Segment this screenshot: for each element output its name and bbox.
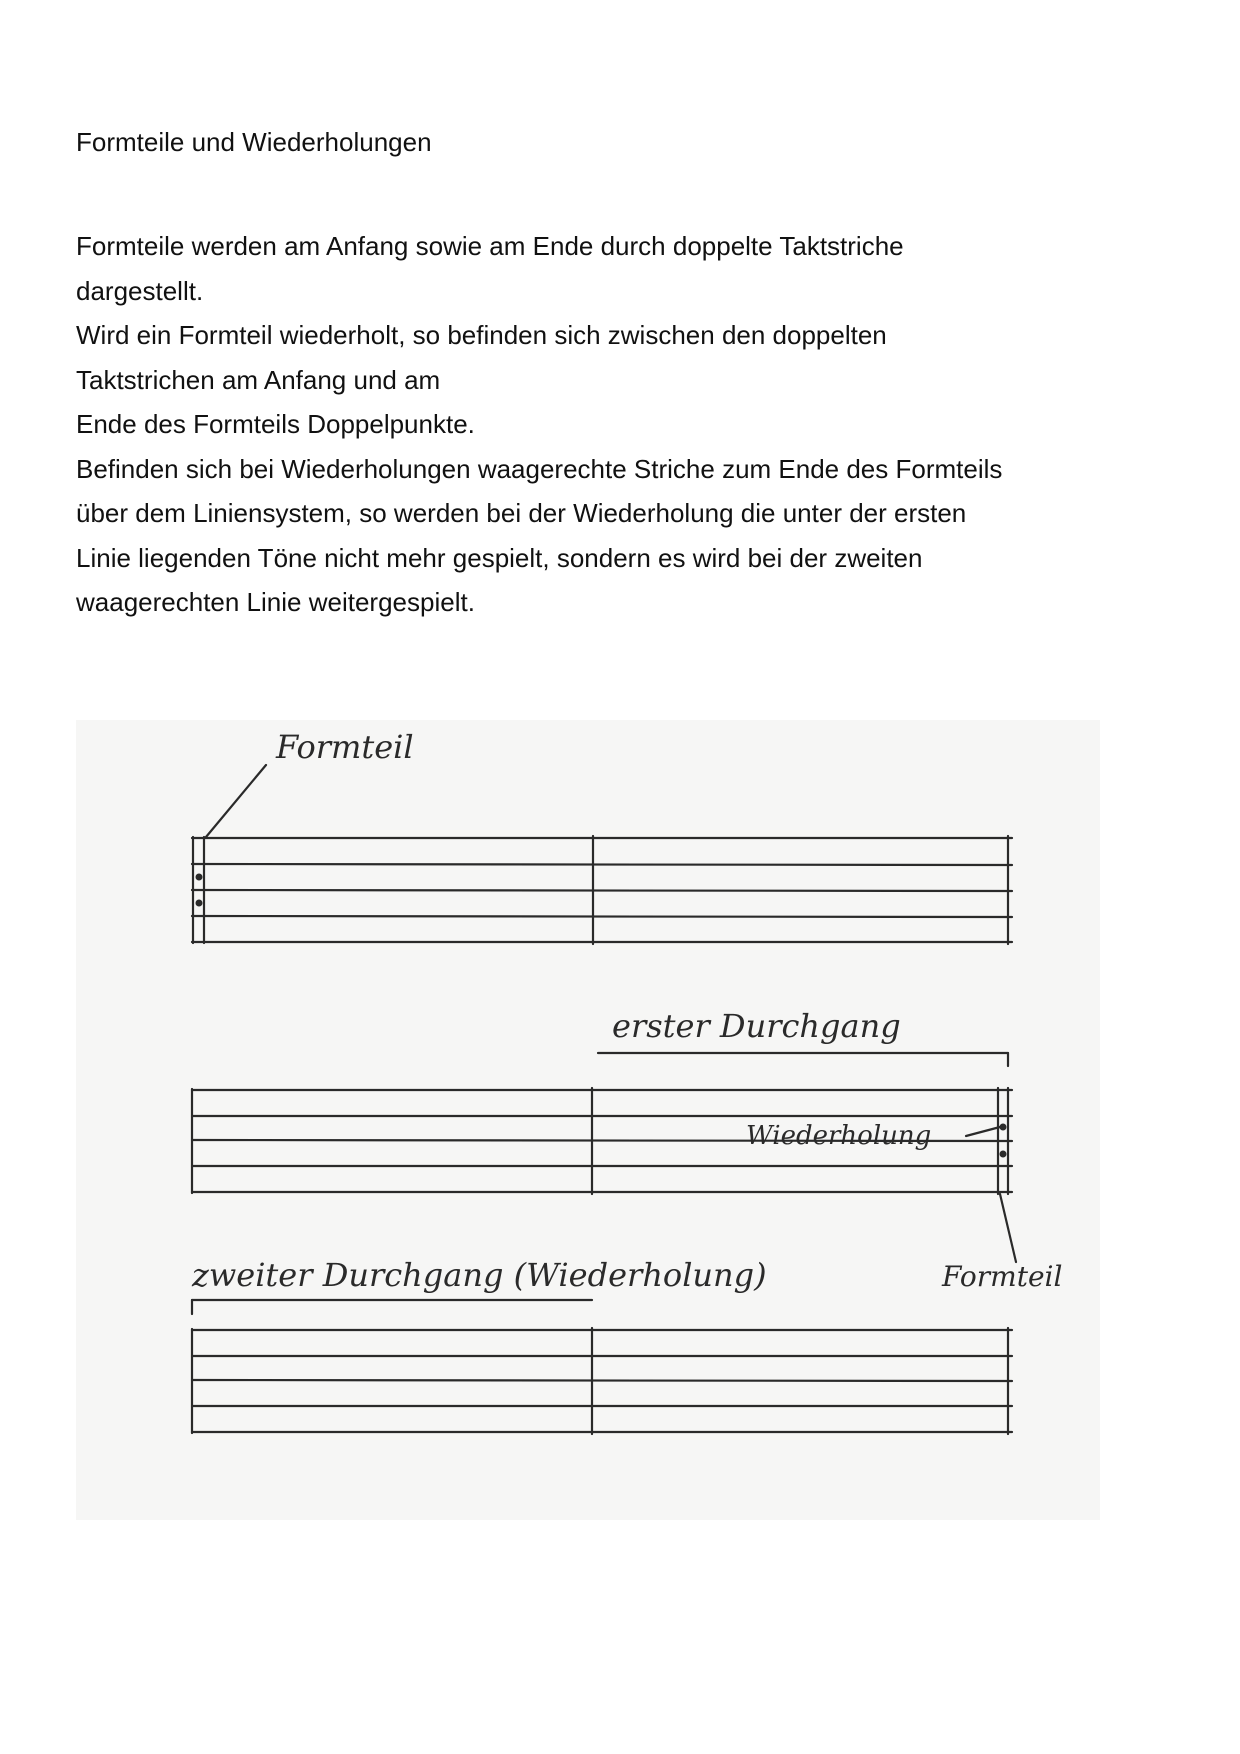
repeat-dot (1000, 1124, 1007, 1131)
label-repeat: Wiederholung (746, 1121, 932, 1151)
document-title: Formteile und Wiederholungen (76, 127, 432, 157)
paragraph-line: über dem Liniensystem, so werden bei der Wiederholung die unter der ersten (76, 498, 967, 528)
label-first-pass: erster Durchgang (612, 1007, 901, 1045)
staff-3 (192, 1300, 1012, 1434)
paragraph-line: Ende des Formteils Doppelpunkte. (76, 409, 475, 439)
repeat-dot (196, 874, 203, 881)
staff-1 (192, 765, 1012, 944)
handwritten-sketch (76, 720, 1100, 1520)
document-body (76, 224, 1186, 625)
paragraph-line: Formteile werden am Anfang sowie am Ende durch doppelte Taktstriche (76, 231, 904, 261)
label-second-pass: zweiter Durchgang (Wiederholung) (192, 1256, 767, 1294)
paragraph-line: waagerechten Linie weitergespielt. (76, 587, 475, 617)
paragraph-line: dargestellt. (76, 275, 204, 306)
repeat-dot (196, 900, 203, 907)
paragraph-line: Linie liegenden Töne nicht mehr gespielt, sondern es wird bei der zweiten (76, 542, 923, 573)
label-formteil-bottom: Formteil (942, 1260, 1063, 1293)
staff-2 (192, 1053, 1016, 1262)
paragraph-line: Taktstrichen am Anfang und am (76, 364, 441, 395)
repeat-dot (1000, 1151, 1007, 1158)
sketch-canvas (76, 720, 1100, 1520)
label-formteil-top: Formteil (276, 728, 414, 766)
paragraph-line: Befinden sich bei Wiederholungen waagerechte Striche zum Ende des Formteils (76, 453, 1003, 484)
paragraph-line: Wird ein Formteil wiederholt, so befinden sich zwischen den doppelten (76, 320, 887, 350)
